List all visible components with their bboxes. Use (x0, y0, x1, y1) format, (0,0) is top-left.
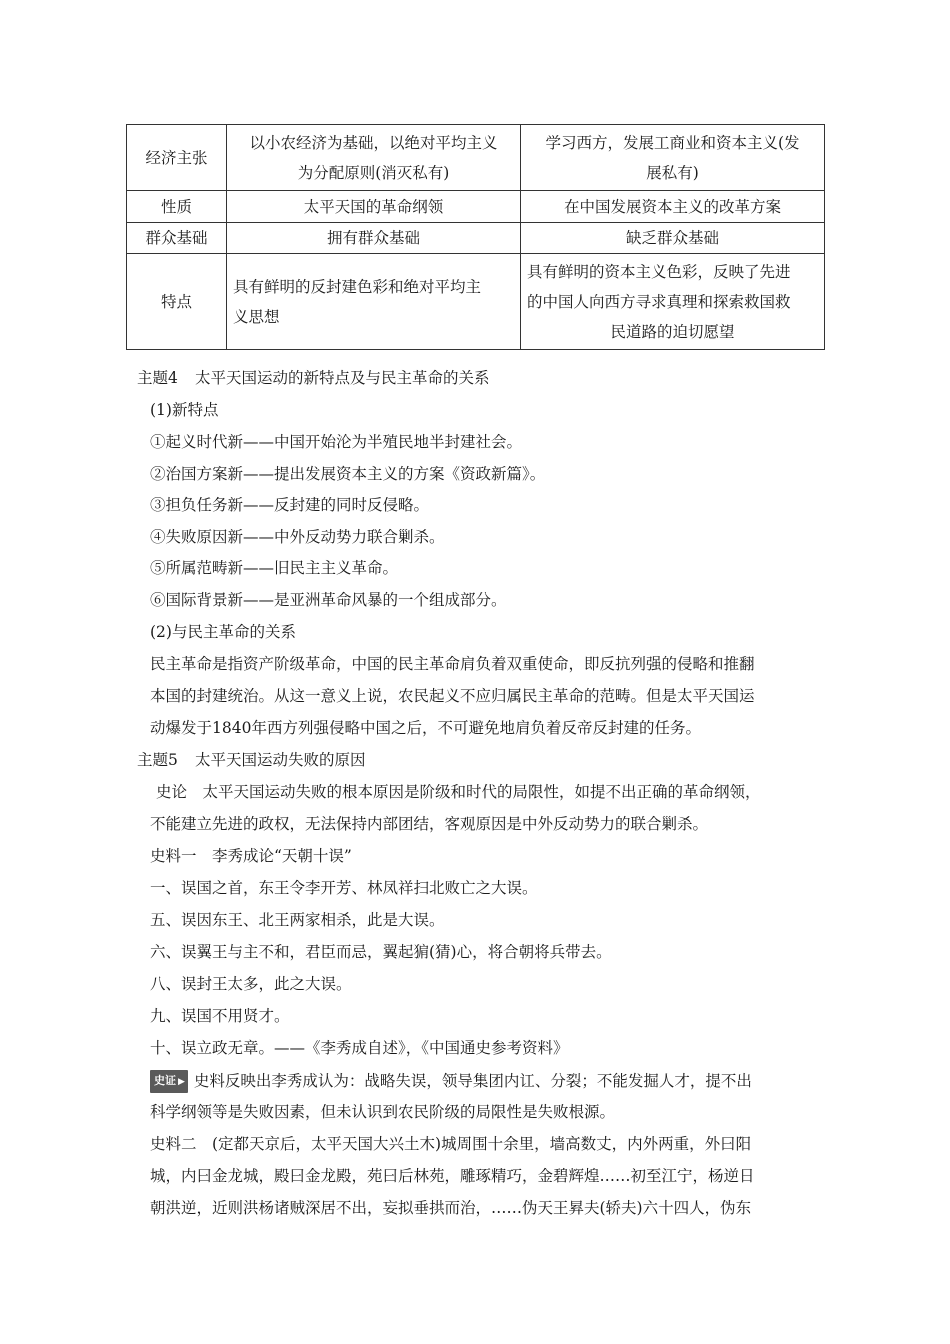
row-label: 经济主张 (127, 125, 227, 191)
paragraph-line: 朝洪逆，近则洪杨诸贼深居不出，妄拟垂拱而治，……伪天王昪夫(轿夫)六十四人，伪东 (150, 1199, 752, 1217)
list-item: 十、误立政无章。——《李秀成自述》，《中国通史参考资料》 (150, 1039, 569, 1057)
paragraph-line: 动爆发于1840年西方列强侵略中国之后，不可避免地肩负着反帝反封建的任务。 (150, 719, 701, 737)
cell-line: 民道路的迫切愿望 (610, 322, 735, 341)
cell-line: 具有鲜明的资本主义色彩，反映了先进 (527, 262, 791, 281)
comparison-table (126, 124, 825, 350)
table-cell: 拥有群众基础 (227, 223, 521, 254)
cell-line: 以小农经济为基础，以绝对平均主义 (249, 133, 498, 152)
topic-4-heading (137, 368, 490, 388)
table-cell: 缺乏群众基础 (521, 223, 825, 254)
list-item: ⑤所属范畴新——旧民主主义革命。 (150, 559, 399, 577)
paragraph-line: 城，内曰金龙城，殿曰金龙殿，苑曰后林苑，雕琢精巧，金碧辉煌……初至江宁，杨逆日 (150, 1167, 755, 1185)
paragraph-line: 史论 太平天国运动失败的根本原因是阶级和时代的局限性，如提不出正确的革命纲领， (156, 783, 761, 801)
list-item: ⑥国际背景新——是亚洲革命风暴的一个组成部分。 (150, 591, 507, 609)
table-cell: 在中国发展资本主义的改革方案 (521, 191, 825, 223)
paragraph-line: 史料二 (定都天京后，太平天国大兴土木)城周围十余里，墙高数丈，内外两重，外曰阳 (150, 1135, 752, 1153)
topic-title: 太平天国运动的新特点及与民主革命的关系 (195, 369, 490, 387)
list-item: 六、误翼王与主不和，君臣而忌，翼起猏(猜)心，将合朝将兵带去。 (150, 943, 612, 961)
evidence-text: 史料反映出李秀成认为：战略失误，领导集团内讧、分裂；不能发掘人才，提不出 (193, 1072, 752, 1090)
paragraph-line: 科学纲领等是失败因素，但未认识到农民阶级的局限性是失败根源。 (150, 1103, 616, 1121)
list-item: 九、误国不用贤才。 (150, 1007, 290, 1025)
list-item: ③担负任务新——反封建的同时反侵略。 (150, 496, 430, 514)
list-item: 五、误因东王、北王两家相杀，此是大误。 (150, 911, 445, 929)
table-cell: 太平天国的革命纲领 (227, 191, 521, 223)
table-cell (521, 125, 825, 191)
row-label: 性质 (127, 191, 227, 223)
table-row (127, 125, 825, 191)
table-row (127, 191, 825, 223)
evidence-badge (150, 1070, 188, 1093)
cell-line: 展私有) (646, 163, 699, 182)
badge-label: 史证 (154, 1074, 176, 1087)
list-item: ②治国方案新——提出发展资本主义的方案《资政新篇》。 (150, 465, 546, 483)
cell-line: 为分配原则(消灭私有) (297, 163, 450, 182)
topic-title: 太平天国运动失败的原因 (195, 751, 366, 769)
paragraph-line: 本国的封建统治。从这一意义上说，农民起义不应归属民主革命的范畴。但是太平天国运 (150, 687, 755, 705)
table-cell (227, 254, 521, 350)
cell-line: 具有鲜明的反封建色彩和绝对平均主 (233, 277, 482, 296)
row-label: 群众基础 (127, 223, 227, 254)
cell-line: 义思想 (233, 307, 280, 326)
list-item: 八、误封王太多，此之大误。 (150, 975, 352, 993)
cell-line: 的中国人向西方寻求真理和探索救国救 (527, 292, 791, 311)
subheading: (2)与民主革命的关系 (150, 623, 296, 641)
list-item: ①起义时代新——中国开始沦为半殖民地半封建社会。 (150, 433, 523, 451)
subheading: (1)新特点 (150, 401, 219, 419)
evidence-line (150, 1070, 752, 1093)
topic-5-heading (137, 750, 366, 770)
cell-line: 学习西方，发展工商业和资本主义(发 (545, 133, 800, 152)
material-title: 史料一 李秀成论“天朝十误” (150, 847, 352, 865)
table-row (127, 223, 825, 254)
paragraph-line: 民主革命是指资产阶级革命，中国的民主革命肩负着双重使命，即反抗列强的侵略和推翻 (150, 655, 755, 673)
list-item: 一、误国之首，东王令李开芳、林凤祥扫北败亡之大误。 (150, 879, 538, 897)
table-cell (521, 254, 825, 350)
table-cell (227, 125, 521, 191)
row-label: 特点 (127, 254, 227, 350)
list-item: ④失败原因新——中外反动势力联合剿杀。 (150, 528, 445, 546)
topic-number: 主题4 (137, 369, 178, 387)
paragraph-line: 不能建立先进的政权，无法保持内部团结，客观原因是中外反动势力的联合剿杀。 (150, 815, 709, 833)
play-arrow-icon: ▶ (178, 1077, 185, 1087)
table-row (127, 254, 825, 350)
topic-number: 主题5 (137, 751, 178, 769)
